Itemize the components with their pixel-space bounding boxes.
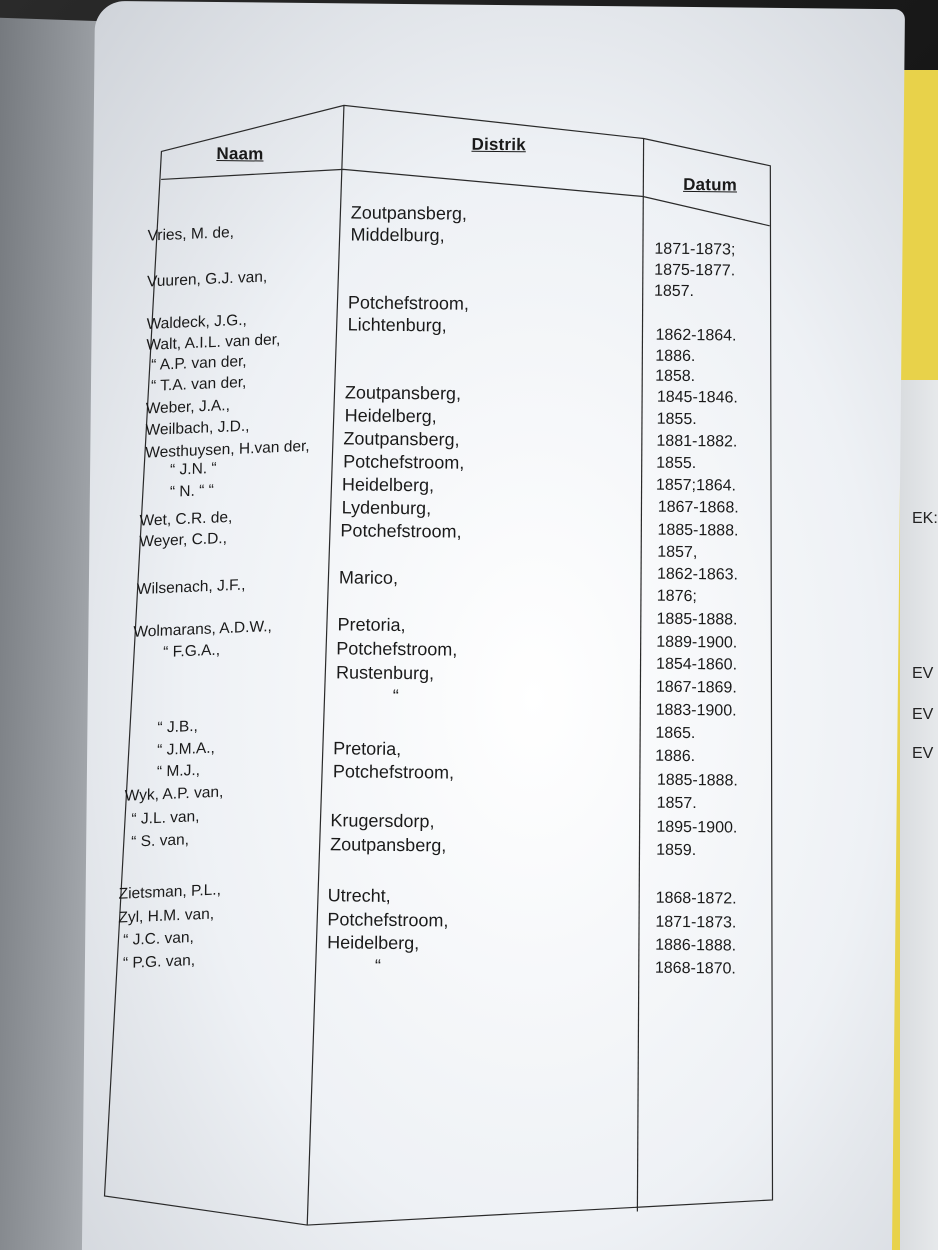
naam-entry: Zietsman, P.L., [118,881,222,903]
datum-entry: 1862-1864. [655,326,737,345]
datum-entry: 1845-1846. [656,388,738,407]
datum-entry: 1857. [653,282,695,301]
naam-entry: Zyl, H.M. van, [118,905,215,927]
naam-entry: “ N. “ “ [169,481,214,501]
distrik-entry: Utrecht, [327,885,391,906]
datum-entry: 1871-1873; [654,240,736,259]
datum-entry: 1855. [656,410,697,429]
naam-entry: Wolmarans, A.D.W., [133,618,272,641]
naam-entry: Walt, A.I.L. van der, [146,331,281,354]
distrik-entry: Lichtenburg, [347,314,447,336]
naam-entry: Weyer, C.D., [139,529,228,551]
datum-entry: 1886. [655,347,696,366]
distrik-entry: “ [374,955,382,976]
naam-entry: Vuuren, G.J. van, [146,268,268,291]
datum-entry: 1886-1888. [655,936,737,955]
datum-entry: 1857, [657,543,698,562]
naam-entry: “ A.P. van der, [151,352,247,374]
distrik-entry: Zoutpansberg, [330,834,447,856]
naam-entry: Waldeck, J.G., [146,311,247,333]
distrik-entry: Zoutpansberg, [343,428,460,450]
distrik-entry: Heidelberg, [341,474,435,496]
naam-entry: Wet, C.R. de, [139,508,233,530]
naam-entry: “ J.N. “ [170,459,217,479]
distrik-entry: Pretoria, [337,614,406,636]
datum-entry: 1868-1870. [654,959,736,978]
document-page [82,1,905,1250]
distrik-entry: Marico, [338,567,399,588]
distrik-entry: Heidelberg, [327,932,420,954]
datum-entry: 1881-1882. [656,432,738,451]
datum-entry: 1883-1900. [655,701,737,720]
datum-entry: 1857;1864. [655,476,737,495]
datum-entry: 1858. [655,367,696,386]
datum-entry: 1885-1888. [656,610,738,629]
datum-entry: 1885-1888. [656,771,738,790]
datum-entry: 1857. [656,794,697,813]
naam-entry: “ M.J., [156,761,201,781]
distrik-entry: Potchefstroom, [343,451,465,473]
distrik-entry: Potchefstroom, [340,520,462,542]
distrik-entry: Rustenburg, [335,662,435,684]
distrik-entry: Krugersdorp, [330,810,435,832]
distrik-entry: Middelburg, [350,224,445,246]
naam-entry: “ J.M.A., [157,739,215,759]
naam-entry: “ J.C. van, [123,928,194,949]
naam-entry: Westhuysen, H.van der, [145,437,310,462]
header-naam: Naam [216,144,264,164]
distrik-entry: Potchefstroom, [347,292,470,314]
naam-entry: “ T.A. van der, [150,373,247,395]
datum-entry: 1865. [655,724,696,743]
distrik-entry: Zoutpansberg, [350,202,467,224]
naam-entry: “ F.G.A., [163,641,221,661]
datum-entry: 1862-1863. [656,565,739,584]
naam-entry: “ J.L. van, [131,808,200,828]
adjacent-sheet [900,380,938,1250]
distrik-entry: Lydenburg, [341,497,432,519]
datum-entry: 1867-1868. [657,498,739,517]
register-table [82,1,905,1250]
distrik-entry: Zoutpansberg, [344,382,462,404]
datum-entry: 1854-1860. [656,655,738,674]
naam-entry: Vries, M. de, [147,223,235,245]
datum-entry: 1871-1873. [655,913,737,932]
datum-entry: 1855. [656,454,697,473]
side-fragment: EV [912,745,934,762]
naam-entry: Wyk, A.P. van, [124,783,224,805]
side-fragment: EV [912,706,934,723]
naam-entry: Weber, J.A., [145,396,231,418]
distrik-entry: “ [392,685,399,706]
datum-entry: 1859. [656,841,697,860]
datum-entry: 1895-1900. [656,818,738,837]
distrik-entry: Potchefstroom, [332,761,455,783]
distrik-entry: Potchefstroom, [336,638,458,660]
distrik-entry: Potchefstroom, [327,909,449,931]
side-fragment: EV [912,665,934,682]
naam-entry: Wilsenach, J.F., [136,576,246,599]
distrik-entry: Pretoria, [333,738,402,760]
datum-entry: 1889-1900. [656,633,738,652]
datum-entry: 1868-1872. [655,889,737,908]
datum-entry: 1885-1888. [657,521,739,540]
datum-entry: 1886. [655,747,696,766]
datum-entry: 1867-1869. [655,678,737,697]
distrik-entry: Heidelberg, [344,405,437,427]
naam-entry: “ P.G. van, [122,951,196,972]
header-distrik: Distrik [471,134,526,155]
side-fragment: EK: [912,510,938,527]
header-datum: Datum [683,174,738,195]
naam-entry: “ J.B., [157,717,199,737]
datum-entry: 1875-1877. [654,261,736,280]
naam-entry: “ S. van, [131,831,190,851]
datum-entry: 1876; [656,587,697,606]
naam-entry: Weilbach, J.D., [145,417,250,440]
